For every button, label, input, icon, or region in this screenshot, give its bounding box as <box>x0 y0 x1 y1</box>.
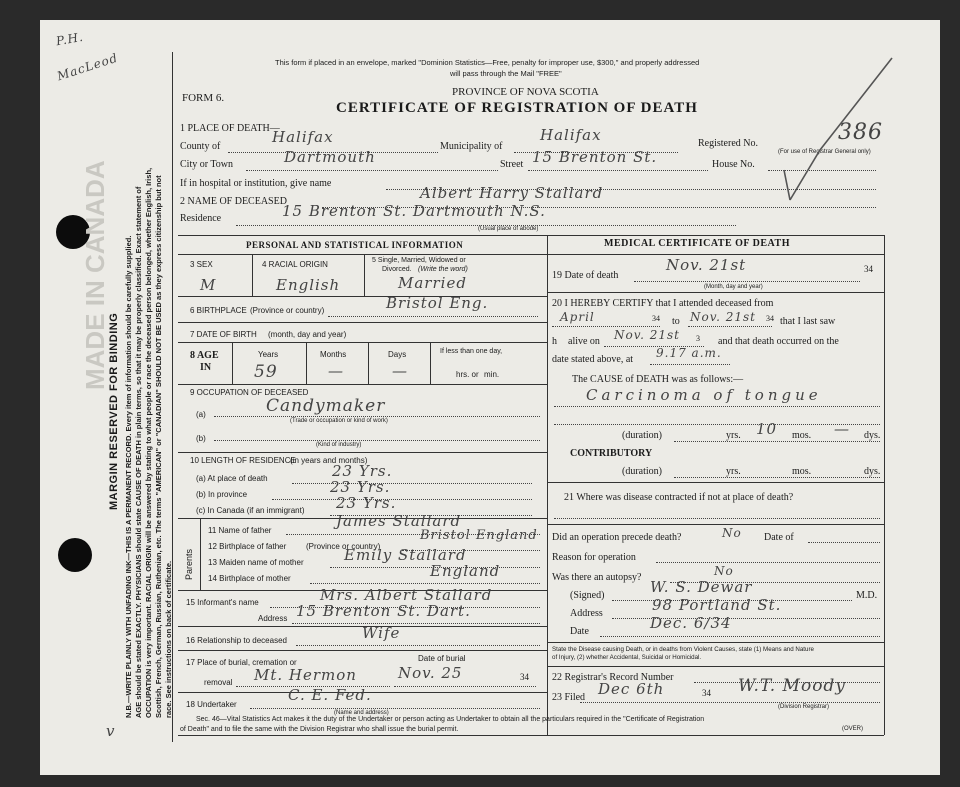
rule <box>674 477 880 478</box>
res-canada-value: 23 Yrs. <box>336 494 397 512</box>
residence-note: (Usual place of abode) <box>478 226 539 232</box>
medical-cert-heading: MEDICAL CERTIFICATE OF DEATH <box>604 238 790 249</box>
attended-from-year: 34 <box>652 314 660 323</box>
race-label: 4 RACIAL ORIGIN <box>262 260 328 269</box>
house-no-label: House No. <box>712 159 755 170</box>
municipality-value: Halifax <box>540 126 602 144</box>
province-heading: PROVINCE OF NOVA SCOTIA <box>452 86 599 98</box>
section-divider <box>547 235 548 735</box>
sex-value: M <box>200 276 217 294</box>
mother-birthplace-label: 14 Birthplace of mother <box>208 574 291 583</box>
rule <box>688 326 772 327</box>
medical-date-value: Dec. 6/34 <box>650 614 732 632</box>
margin-instruction-5: race. See instructions on back of certificate. <box>164 560 173 718</box>
informant-name-value: Mrs. Albert Stallard <box>320 586 493 604</box>
rule <box>554 424 880 425</box>
rule <box>368 342 369 384</box>
informant-address-label: Address <box>258 614 288 623</box>
father-birthplace-label: 12 Birthplace of father <box>208 542 287 551</box>
burial-place-value: Mt. Hermon <box>254 666 357 684</box>
father-birthplace-value: Bristol England <box>420 528 538 543</box>
months-label: Months <box>320 350 347 359</box>
rule <box>650 364 730 365</box>
rule <box>554 406 880 407</box>
registered-no-label: Registered No. <box>698 138 758 149</box>
form-number: FORM 6. <box>182 92 225 104</box>
sec46-note-1: Sec. 46—Vital Statistics Act makes it the duty of the Undertaker or person acting as Undertaker to obtain all the particulars required in the "Certificate of Registration <box>196 716 705 723</box>
rule <box>306 342 307 384</box>
age-days-value: — <box>392 362 408 380</box>
medical-date-label: Date <box>570 626 589 637</box>
parents-label: Parents <box>184 548 194 580</box>
violent-causes-note-2: of Injury, (2) whether Accidental, Suicidal or Homicidal. <box>552 654 702 661</box>
days-label: Days <box>388 350 407 359</box>
physician-signature: W. S. Dewar <box>650 578 753 596</box>
rule <box>178 650 547 651</box>
certificate-title: CERTIFICATE OF REGISTRATION OF DEATH <box>336 100 698 116</box>
occupation-value: Candymaker <box>266 396 386 416</box>
signed-label: (Signed) <box>570 590 605 601</box>
res-place-label: (a) At place of death <box>196 474 268 483</box>
physician-address-label: Address <box>570 608 603 619</box>
rule <box>430 342 431 384</box>
operation-label: Did an operation precede death? <box>552 532 682 543</box>
violent-causes-note-1: State the Disease causing Death, or in deaths from Violent Causes, state (1) Means and Nature <box>552 646 814 653</box>
duration-label: (duration) <box>622 430 662 441</box>
registrar-check-mark <box>780 50 900 220</box>
res-province-value: 23 Yrs. <box>330 478 391 496</box>
death-time-value: 9.17 a.m. <box>656 346 722 360</box>
attended-to-label: to <box>672 316 680 327</box>
burial-date-value: Nov. 25 <box>398 664 463 682</box>
margin-annotation-ph: P.H. <box>54 29 85 49</box>
rule <box>656 562 880 563</box>
death-date-value: Nov. 21st <box>666 256 747 274</box>
age-months-value: — <box>328 362 344 380</box>
death-occurred-label: and that death occurred on the <box>718 336 839 347</box>
undertaker-label: 18 Undertaker <box>186 700 237 709</box>
street-label: Street <box>500 159 524 170</box>
certify-label: 20 I HEREBY CERTIFY that I attended deceased from <box>552 298 774 309</box>
rule <box>552 326 660 327</box>
date-stated-label: date stated above, at <box>552 354 634 365</box>
filed-year-value: 34 <box>702 688 711 698</box>
margin-instruction-1: N.B.—WRITE PLAINLY WITH UNFADING INK—THIS IS A PERMANENT RECORD. Every item of information should be carefully supplied. <box>124 235 133 718</box>
division-registrar-note: (Division Registrar) <box>778 704 830 710</box>
contrib-duration-label: (duration) <box>622 466 662 477</box>
deceased-name-label: 2 NAME OF DECEASED <box>180 196 287 207</box>
made-in-canada-stamp: MADE IN CANADA <box>80 160 110 390</box>
margin-annotation-check: v <box>106 722 116 740</box>
filed-label: 23 Filed <box>552 692 586 703</box>
mother-birthplace-value: England <box>430 562 501 580</box>
last-saw-label: that I last saw <box>780 316 836 327</box>
municipality-label: Municipality of <box>440 141 503 152</box>
rule <box>547 524 884 525</box>
rule <box>600 636 880 637</box>
marital-label-1: 5 Single, Married, Widowed or <box>372 257 466 264</box>
rule <box>250 708 540 709</box>
table-bottom-border <box>178 735 884 736</box>
min-label: min. <box>484 370 500 379</box>
birthplace-hint: (Province or country) <box>250 306 325 315</box>
death-date-label: 19 Date of death <box>552 270 619 281</box>
burial-label-1: 17 Place of burial, cremation or <box>186 658 297 667</box>
county-value: Halifax <box>272 128 334 146</box>
rule <box>292 623 540 624</box>
over-label: (OVER) <box>842 726 863 732</box>
sec46-note-2: of Death" and to file the same with the Division Registrar who shall issue the burial permit. <box>180 726 459 733</box>
physician-address-value: 98 Portland St. <box>652 596 782 614</box>
rule <box>214 416 540 417</box>
marital-label-2: Divorced. <box>382 266 412 273</box>
burial-label-2: removal <box>204 678 233 687</box>
occupation-note: (Trade or occupation or kind of work) <box>290 418 388 424</box>
undertaker-note: (Name and address) <box>334 710 389 716</box>
table-right-border <box>884 235 885 735</box>
undertaker-value: C. E. Fed. <box>288 686 372 704</box>
duration-dys-value: — <box>834 420 850 438</box>
rule <box>178 254 547 255</box>
age-label-1: 8 AGE <box>190 350 219 361</box>
personal-info-heading: PERSONAL AND STATISTICAL INFORMATION <box>246 240 464 250</box>
rule <box>252 254 253 296</box>
operation-value: No <box>722 526 742 540</box>
dob-label: 7 DATE OF BIRTH <box>190 330 257 339</box>
margin-annotation-name: MacLeod <box>55 50 120 84</box>
sex-label: 3 SEX <box>190 260 213 269</box>
duration-mos-label: mos. <box>792 430 812 441</box>
less-than-day-label: If less than one day, <box>440 348 503 355</box>
birthplace-value: Bristol Eng. <box>386 294 489 312</box>
rule <box>580 702 880 703</box>
margin-instruction-4: Scottish, French, German, Russian, Ruthenian, etc. The terms "AMERICAN" or "CANADIAN" SHOULD NOT BE USED as they express citizenship but not <box>154 175 163 718</box>
contrib-dys-label: dys. <box>864 466 881 477</box>
reason-label: Reason for operation <box>552 552 636 563</box>
place-of-death-heading: 1 PLACE OF DEATH— <box>180 123 280 134</box>
alive-on-value: Nov. 21st <box>614 328 680 342</box>
mother-name-value: Emily Stallard <box>344 546 467 564</box>
registered-no-value: 386 <box>838 120 883 145</box>
rule <box>547 666 884 667</box>
street-line <box>528 170 708 171</box>
marital-value: Married <box>398 274 467 292</box>
father-name-label: 11 Name of father <box>208 526 272 535</box>
attended-to-value: Nov. 21st <box>690 310 756 324</box>
rule <box>674 441 880 442</box>
rule <box>178 342 547 343</box>
punch-hole-bottom <box>58 538 92 572</box>
md-label: M.D. <box>856 590 878 601</box>
alive-on-year: 3 <box>696 334 700 343</box>
attended-to-year: 34 <box>766 314 774 323</box>
rule <box>232 342 233 384</box>
residence-value: 15 Brenton St. Dartmouth N.S. <box>282 202 546 220</box>
rule <box>554 518 880 519</box>
res-place-value: 23 Yrs. <box>332 462 393 480</box>
race-value: English <box>276 276 341 294</box>
informant-address-value: 15 Brenton St. Dart. <box>296 602 471 620</box>
duration-yrs-value: 10 <box>756 420 778 438</box>
residence-heading: 10 LENGTH OF RESIDENCE <box>190 456 296 465</box>
q21-label: 21 Where was disease contracted if not at place of death? <box>564 492 794 503</box>
registrar-record-label: 22 Registrar's Record Number <box>552 672 674 683</box>
residence-label: Residence <box>180 213 222 224</box>
operation-date-label: Date of <box>764 532 794 543</box>
duration-dys-label: dys. <box>864 430 881 441</box>
relationship-label: 16 Relationship to deceased <box>186 636 287 645</box>
res-canada-label: (c) In Canada (if an immigrant) <box>196 506 305 515</box>
rule <box>547 292 884 293</box>
attended-from-value: April <box>560 310 595 324</box>
rule <box>394 686 536 687</box>
city-value: Dartmouth <box>284 148 376 166</box>
death-year-value: 34 <box>864 264 873 274</box>
contrib-mos-label: mos. <box>792 466 812 477</box>
rule <box>214 440 540 441</box>
burial-year-value: 34 <box>520 672 529 682</box>
death-date-hint: (Month, day and year) <box>704 284 763 290</box>
margin-instruction-3: OCCUPATION is very important. RACIAL ORIGIN will be answered by stating to what people or race the deceased person belonged, whether English, Irish, <box>144 167 153 718</box>
street-value: 15 Brenton St. <box>532 148 658 166</box>
registrar-signature: W.T. Moody <box>738 676 846 696</box>
rule <box>178 296 547 297</box>
county-label: County of <box>180 141 221 152</box>
envelope-notice-1: This form if placed in an envelope, marked "Dominion Statistics—Free, penalty for improper use, $300," and properly addressed <box>275 58 700 67</box>
father-name-value: James Stallard <box>336 512 462 530</box>
envelope-notice-2: will pass through the Mail "FREE" <box>450 69 562 78</box>
rule <box>296 645 540 646</box>
mother-name-label: 13 Maiden name of mother <box>208 558 304 567</box>
years-label: Years <box>258 350 279 359</box>
age-years-value: 59 <box>254 362 278 382</box>
rule <box>310 583 540 584</box>
margin-instruction-2: AGE should be stated EXACTLY. PHYSICIANS should state CAUSE OF DEATH in plain terms, so that it may be properly classified. Exact statement of <box>134 186 143 718</box>
autopsy-value: No <box>714 564 734 578</box>
res-province-label: (b) In province <box>196 490 248 499</box>
registered-no-note: (For use of Registrar General only) <box>778 149 871 155</box>
marital-hint: (Write the word) <box>418 266 468 273</box>
hrs-label: hrs. or <box>456 370 479 379</box>
burial-date-label: Date of burial <box>418 654 466 663</box>
occupation-heading: 9 OCCUPATION OF DECEASED <box>190 388 309 397</box>
rule <box>364 254 365 296</box>
form-left-border <box>172 52 173 742</box>
rule <box>178 322 547 323</box>
rule <box>328 316 538 317</box>
rule <box>178 452 547 453</box>
hospital-label: If in hospital or institution, give name <box>180 178 332 189</box>
rule <box>178 384 547 385</box>
deceased-name-value: Albert Harry Stallard <box>420 184 604 202</box>
informant-name-label: 15 Informant's name <box>186 598 259 607</box>
father-birthplace-hint: (Province or country) <box>306 542 381 551</box>
age-label-2: IN <box>200 362 212 373</box>
cause-value: Carcinoma of tongue <box>586 386 822 404</box>
rule <box>547 482 884 483</box>
occupation-b-marker: (b) <box>196 434 206 443</box>
rule <box>634 281 860 282</box>
relationship-value: Wife <box>362 624 401 642</box>
margin-reserved-label: MARGIN RESERVED FOR BINDING <box>108 312 120 510</box>
rule <box>808 542 880 543</box>
rule <box>547 254 884 255</box>
occupation-a-marker: (a) <box>196 410 206 419</box>
contributory-label: CONTRIBUTORY <box>570 448 653 459</box>
city-line <box>246 170 498 171</box>
rule <box>547 642 884 643</box>
filed-date-value: Dec 6th <box>598 680 665 698</box>
dob-hint: (month, day and year) <box>268 330 347 339</box>
industry-note: (Kind of industry) <box>316 442 362 448</box>
rule <box>292 483 532 484</box>
residence-hint: (in years and months) <box>290 456 368 465</box>
duration-yrs-label: yrs. <box>726 430 741 441</box>
autopsy-label: Was there an autopsy? <box>552 572 642 583</box>
alive-label: alive on <box>568 336 600 347</box>
city-label: City or Town <box>180 159 234 170</box>
rule <box>200 518 201 590</box>
alive-label-h: h <box>552 336 557 347</box>
birthplace-label: 6 BIRTHPLACE <box>190 306 247 315</box>
cause-label: The CAUSE of DEATH was as follows:— <box>572 374 744 385</box>
rule <box>272 499 532 500</box>
contrib-yrs-label: yrs. <box>726 466 741 477</box>
table-top-border <box>178 235 884 236</box>
